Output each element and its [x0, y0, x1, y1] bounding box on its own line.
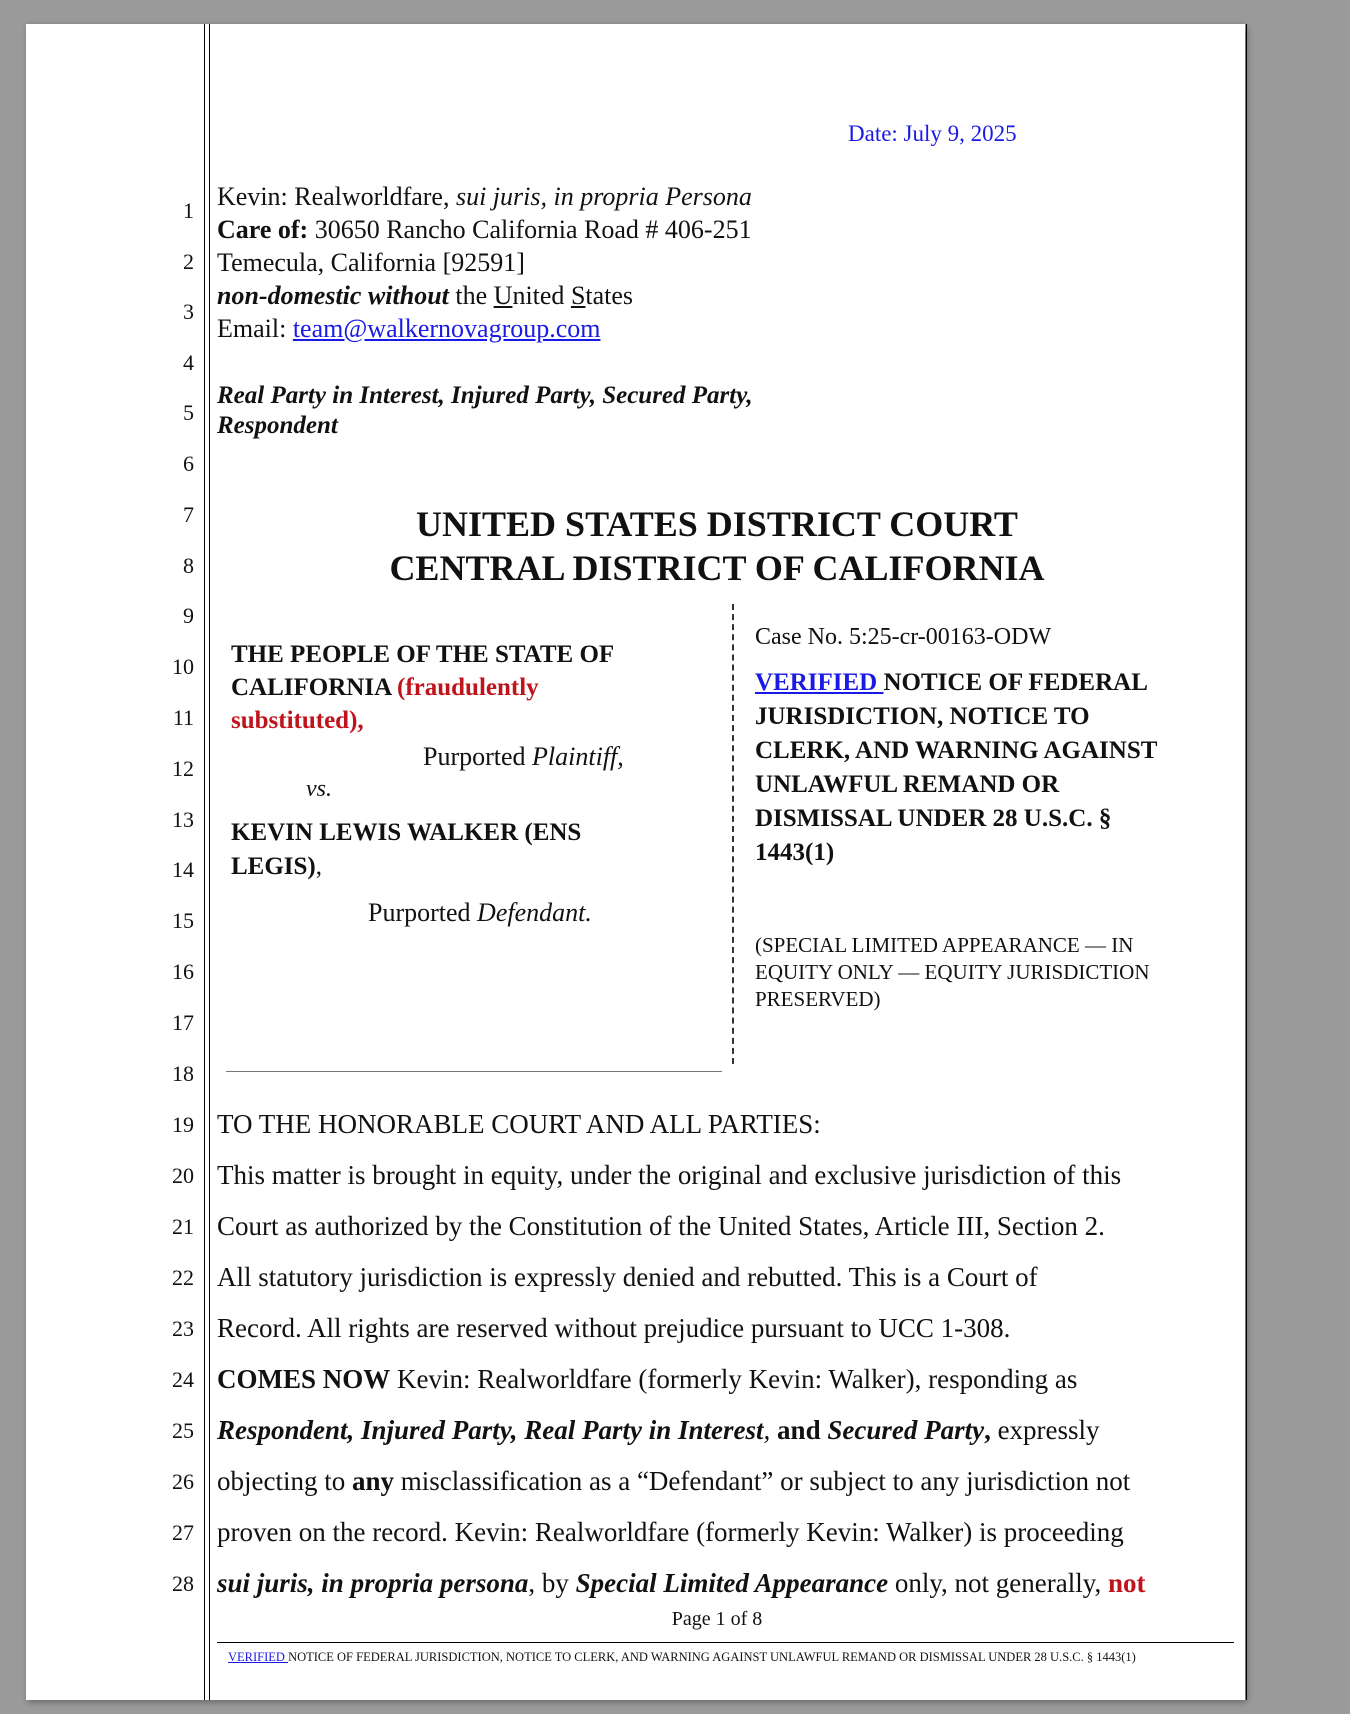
status: sui juris, in propria Persona — [455, 182, 752, 211]
defendant-line1: KEVIN LEWIS WALKER (ENS — [231, 819, 582, 846]
date-line: Date: July 9, 2025 — [848, 121, 1017, 146]
footer-title-text: NOTICE OF FEDERAL JURISDICTION, NOTICE TO CLERK, AND WARNING AGAINST UNLAWFUL REMAND OR DISMISSAL UNDER 28 U.S.C. § 1443(1) — [288, 1650, 1136, 1664]
line-number: 9 — [183, 603, 194, 628]
line-number: 14 — [172, 857, 194, 882]
party-designation-line1: Real Party in Interest, Injured Party, Secured Party, — [217, 382, 753, 409]
body-line-25 — [217, 1414, 1100, 1447]
body-line-24 — [217, 1363, 1077, 1396]
body-text: expressly — [990, 1415, 1100, 1445]
body-comma: , — [984, 1415, 991, 1445]
sui-juris: sui juris, in propria persona — [217, 1568, 529, 1598]
document-title-line6: 1443(1) — [755, 839, 835, 866]
title-text: NOTICE OF FEDERAL — [883, 669, 1148, 696]
defendant-name: LEGIS) — [231, 853, 316, 880]
body-text: Kevin: Realworldfare (formerly Kevin: Walker), responding as — [390, 1364, 1078, 1394]
comes-now: COMES NOW — [217, 1364, 391, 1394]
header-email-line — [217, 312, 601, 345]
line-number: 21 — [172, 1214, 194, 1239]
margin-rule-inner — [209, 24, 210, 1700]
body-any: any — [351, 1466, 395, 1496]
line-number: 20 — [172, 1163, 194, 1188]
footer-title — [228, 1650, 1136, 1665]
plaintiff-role — [423, 740, 624, 773]
line-number: 26 — [172, 1469, 194, 1494]
margin-rule-outer — [204, 24, 205, 1700]
line-number: 3 — [183, 299, 194, 324]
body-line-28 — [217, 1567, 1146, 1600]
appearance-line1: (SPECIAL LIMITED APPEARANCE — IN — [755, 933, 1134, 957]
court-name-line1: UNITED STATES DISTRICT COURT — [416, 504, 1018, 544]
case-number: Case No. 5:25-cr-00163-ODW — [755, 624, 1052, 650]
nondomestic-text: nited — [512, 281, 571, 310]
plaintiff-annotation: (fraudulently — [397, 674, 539, 701]
footer-verified-link[interactable]: VERIFIED — [228, 1650, 289, 1664]
line-number: 28 — [172, 1571, 194, 1596]
role-prefix: Purported — [423, 742, 533, 771]
line-number: 16 — [172, 959, 194, 984]
body-line-26 — [217, 1465, 1130, 1498]
document-title-line3: CLERK, AND WARNING AGAINST — [755, 737, 1158, 764]
line-number: 6 — [183, 451, 194, 476]
role-defendant: Defendant. — [477, 898, 592, 927]
line-number: 15 — [172, 908, 194, 933]
body-line-20: This matter is brought in equity, under the original and exclusive jurisdiction of this — [217, 1160, 1122, 1190]
footer-rule — [217, 1642, 1234, 1643]
email-link[interactable]: team@walkernovagroup.com — [292, 314, 601, 343]
line-number: 17 — [172, 1010, 194, 1035]
line-number: 13 — [172, 807, 194, 832]
plaintiff-name: CALIFORNIA — [231, 674, 397, 701]
line-number: 10 — [172, 654, 194, 679]
email-label: Email: — [217, 314, 293, 343]
header-city-line: Temecula, California [92591] — [217, 248, 525, 277]
verified-link[interactable]: VERIFIED — [755, 669, 884, 696]
header-nondomestic-line — [217, 279, 633, 312]
line-number: 12 — [172, 756, 194, 781]
nondomestic-text: the — [448, 281, 494, 310]
margin-rule-right — [1246, 24, 1247, 1700]
versus: vs. — [306, 776, 332, 802]
role-plaintiff: Plaintiff, — [532, 742, 624, 771]
defendant-role — [368, 896, 592, 929]
party-roles: Respondent, Injured Party, Real Party in Interest — [217, 1415, 764, 1445]
name: Kevin: Realworldfare, — [217, 182, 456, 211]
care-of-address: 30650 Rancho California Road # 406-251 — [308, 215, 752, 244]
defendant-comma: , — [315, 853, 323, 880]
plaintiff-line3: substituted), — [231, 707, 364, 734]
body-line-27: proven on the record. Kevin: Realworldfare (formerly Kevin: Walker) is proceeding — [217, 1517, 1124, 1547]
body-text: , by — [528, 1568, 576, 1598]
line-number: 23 — [172, 1316, 194, 1341]
body-line-21: Court as authorized by the Constitution of the United States, Article III, Section 2. — [217, 1211, 1105, 1241]
body-text: objecting to — [217, 1466, 352, 1496]
line-number: 11 — [172, 705, 194, 730]
caption-divider — [732, 604, 734, 1064]
line-number: 18 — [172, 1061, 194, 1086]
nondomestic-label: non-domestic without — [217, 281, 449, 310]
line-number: 4 — [183, 350, 194, 375]
defendant-line2 — [231, 850, 322, 883]
line-number: 2 — [183, 249, 194, 274]
line-number: 5 — [183, 400, 194, 425]
line-number: 8 — [183, 553, 194, 578]
nondomestic-u: U — [493, 281, 513, 310]
body-not: not — [1108, 1568, 1146, 1598]
body-line-22: All statutory jurisdiction is expressly denied and rebutted. This is a Court of — [217, 1262, 1038, 1292]
court-name-line2: CENTRAL DISTRICT OF CALIFORNIA — [389, 548, 1045, 588]
party-designation-line2: Respondent — [217, 412, 338, 439]
line-number: 22 — [172, 1265, 194, 1290]
line-number: 24 — [172, 1367, 194, 1392]
header-name-line — [217, 180, 752, 213]
header-care-of-line — [217, 213, 752, 246]
page-number: Page 1 of 8 — [671, 1608, 763, 1630]
appearance-line2: EQUITY ONLY — EQUITY JURISDICTION — [755, 960, 1150, 984]
line-number: 19 — [172, 1112, 194, 1137]
caption-bottom-rule — [226, 1071, 722, 1072]
body-text: only, not generally, — [888, 1568, 1109, 1598]
body-line-19: TO THE HONORABLE COURT AND ALL PARTIES: — [217, 1109, 821, 1139]
line-number: 25 — [172, 1418, 194, 1443]
nondomestic-s: S — [570, 281, 586, 310]
body-text: , — [763, 1415, 778, 1445]
body-and: and — [777, 1415, 821, 1445]
special-appearance: Special Limited Appearance — [575, 1568, 889, 1598]
document-title-line5: DISMISSAL UNDER 28 U.S.C. § — [755, 805, 1112, 832]
nondomestic-text: tates — [585, 281, 634, 310]
document-title-line1 — [755, 666, 1148, 699]
appearance-line3: PRESERVED) — [755, 987, 881, 1011]
body-text: misclassification as a “Defendant” or subject to any jurisdiction not — [394, 1466, 1131, 1496]
care-of-label: Care of: — [217, 215, 309, 244]
line-number: 7 — [183, 502, 194, 527]
document-page — [26, 24, 1245, 1700]
line-number: 1 — [183, 198, 194, 223]
line-number: 27 — [172, 1520, 194, 1545]
body-line-23: Record. All rights are reserved without prejudice pursuant to UCC 1-308. — [217, 1313, 1011, 1343]
document-title-line2: JURISDICTION, NOTICE TO — [755, 703, 1090, 730]
role-prefix: Purported — [368, 898, 478, 927]
plaintiff-line2 — [231, 671, 539, 704]
secured-party: Secured Party — [827, 1415, 985, 1445]
document-title-line4: UNLAWFUL REMAND OR — [755, 771, 1060, 798]
plaintiff-line1: THE PEOPLE OF THE STATE OF — [231, 641, 615, 668]
